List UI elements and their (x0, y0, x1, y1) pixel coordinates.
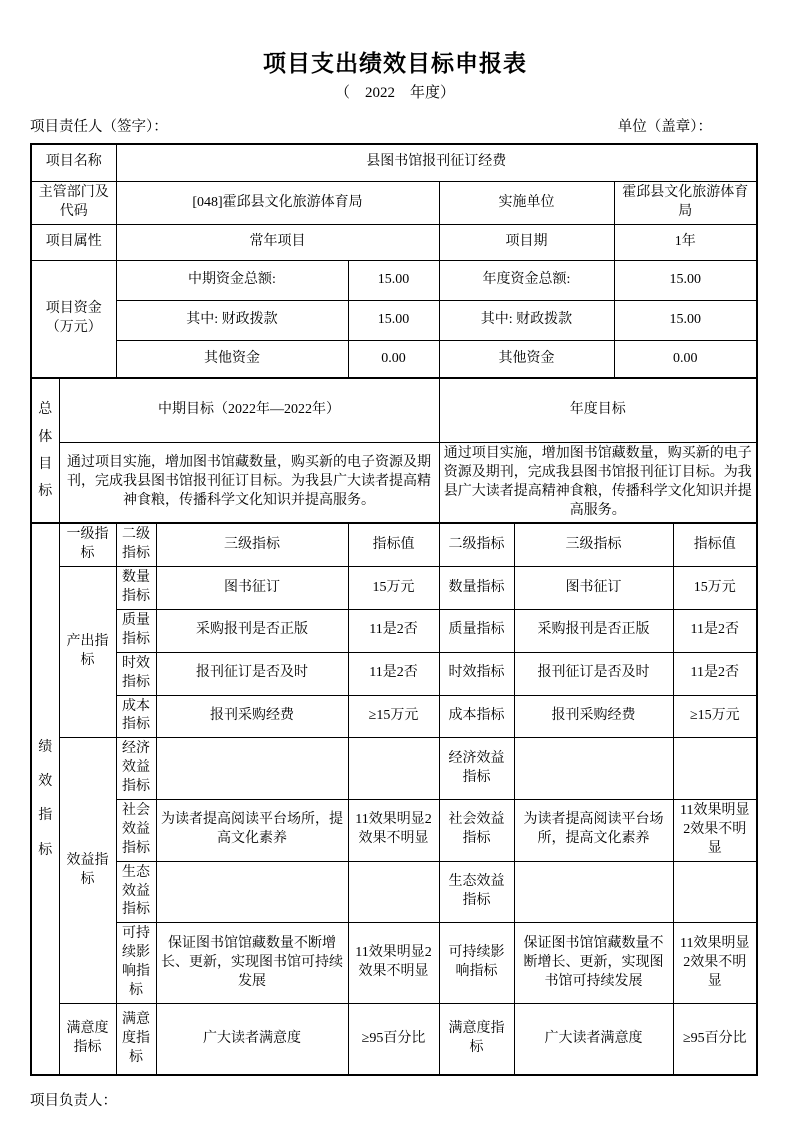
level2-cell: 质量指标 (116, 610, 156, 653)
value-right-cell: 11效果明显2效果不明显 (673, 800, 757, 862)
value-cell: ≥15万元 (348, 695, 439, 738)
goal-body-row (31, 442, 757, 523)
goal-section-label-cell: 总体目标 (31, 378, 59, 523)
value-right-cell: 11是2否 (673, 652, 757, 695)
level3-right-cell: 保证图书馆馆藏数量不断增长、更新，实现图书馆可持续发展 (514, 923, 673, 1004)
value-right-cell (673, 861, 757, 923)
level3-cell (156, 861, 348, 923)
indicator-row-satisfaction (31, 1003, 757, 1075)
value-cell (348, 738, 439, 800)
indicator-header-row (31, 523, 757, 566)
indicator-row-cost (31, 695, 757, 738)
level2-right-cell: 质量指标 (439, 610, 514, 653)
level3-cell: 为读者提高阅读平台场所，提高文化素养 (156, 800, 348, 862)
header-value-right-cell: 指标值 (673, 523, 757, 566)
level2-right-cell: 成本指标 (439, 695, 514, 738)
goal-year-text-cell: 通过项目实施，增加图书馆藏数量，购买新的电子资源及期刊，完成我县图书馆报刊征订目标。为我县广大读者提高精神食粮，传播科学文化知识并提高服务。 (439, 442, 757, 523)
value-cell: 15万元 (348, 567, 439, 610)
value-right-cell: 11是2否 (673, 610, 757, 653)
indicator-row-quantity (31, 567, 757, 610)
value-cell: ≥95百分比 (348, 1003, 439, 1075)
level2-cell: 成本指标 (116, 695, 156, 738)
level2-right-cell: 社会效益指标 (439, 800, 514, 862)
level2-cell: 生态效益指标 (116, 861, 156, 923)
indicator-row-ecological (31, 861, 757, 923)
level3-cell (156, 738, 348, 800)
funding-mid-fiscal-label-cell: 其中: 财政拨款 (116, 300, 348, 340)
goal-header-row (31, 378, 757, 442)
level1-group-satisfaction-cell: 满意度指标 (59, 1003, 116, 1075)
impl-unit-value-cell: 霍邱县文化旅游体育局 (614, 182, 757, 225)
header-level2-cell: 二级指标 (116, 523, 156, 566)
level3-right-cell: 报刊采购经费 (514, 695, 673, 738)
level3-cell: 报刊征订是否及时 (156, 652, 348, 695)
level2-cell: 满意度指标 (116, 1003, 156, 1075)
attribute-row (31, 224, 757, 260)
period-value-cell: 1年 (614, 224, 757, 260)
value-right-cell: 15万元 (673, 567, 757, 610)
level2-right-cell: 满意度指标 (439, 1003, 514, 1075)
level3-right-cell: 图书征订 (514, 567, 673, 610)
funding-year-other-label-cell: 其他资金 (439, 340, 614, 378)
level3-right-cell (514, 738, 673, 800)
level3-cell: 图书征订 (156, 567, 348, 610)
level3-cell: 保证图书馆馆藏数量不断增长、更新，实现图书馆可持续发展 (156, 923, 348, 1004)
indicator-row-quality (31, 610, 757, 653)
funding-row-fiscal (31, 300, 757, 340)
value-cell: 11是2否 (348, 652, 439, 695)
funding-year-total-label-cell: 年度资金总额: (439, 260, 614, 300)
indicator-row-sustainability (31, 923, 757, 1004)
signature-row (30, 115, 760, 136)
attr-label-cell: 项目属性 (31, 224, 116, 260)
value-right-cell: ≥95百分比 (673, 1003, 757, 1075)
level1-group-output-cell: 产出指标 (59, 567, 116, 738)
header-level1-cell: 一级指标 (59, 523, 116, 566)
impl-unit-label-cell: 实施单位 (439, 182, 614, 225)
level2-cell: 数量指标 (116, 567, 156, 610)
header-level3-right-cell: 三级指标 (514, 523, 673, 566)
level2-cell: 社会效益指标 (116, 800, 156, 862)
project-name-row (31, 144, 757, 182)
signer-label: 项目责任人（签字）： (30, 118, 168, 135)
department-row (31, 182, 757, 225)
level3-cell: 广大读者满意度 (156, 1003, 348, 1075)
page-title: 项目支出绩效目标申报表 (263, 50, 527, 76)
year-subtitle: （ 2022 年度） (334, 84, 455, 101)
level2-cell: 可持续影响指标 (116, 923, 156, 1004)
level3-right-cell: 报刊征订是否及时 (514, 652, 673, 695)
funding-row-other (31, 340, 757, 378)
value-cell: 11效果明显2效果不明显 (348, 800, 439, 862)
level3-right-cell: 为读者提高阅读平台场所，提高文化素养 (514, 800, 673, 862)
level3-right-cell (514, 861, 673, 923)
value-cell: 11是2否 (348, 610, 439, 653)
level2-right-cell: 经济效益指标 (439, 738, 514, 800)
indicator-row-economic (31, 738, 757, 800)
value-cell (348, 861, 439, 923)
goal-mid-text-cell: 通过项目实施，增加图书馆藏数量，购买新的电子资源及期刊，完成我县图书馆报刊征订目标。为我县广大读者提高精神食粮，传播科学文化知识并提高服务。 (59, 442, 439, 523)
level3-right-cell: 采购报刊是否正版 (514, 610, 673, 653)
value-right-cell (673, 738, 757, 800)
footer-responsible-label: 项目负责人： (30, 1093, 117, 1110)
level2-right-cell: 时效指标 (439, 652, 514, 695)
level2-right-cell: 生态效益指标 (439, 861, 514, 923)
project-name-value-cell: 县图书馆报刊征订经费 (116, 144, 757, 182)
header-level2-right-cell: 二级指标 (439, 523, 514, 566)
indicators-section-label-cell: 绩效指标 (31, 523, 59, 1075)
funding-mid-fiscal-value-cell: 15.00 (348, 300, 439, 340)
funding-mid-total-label-cell: 中期资金总额: (116, 260, 348, 300)
goal-year-header-cell: 年度目标 (439, 378, 757, 442)
funding-section-label-cell: 项目资金（万元） (31, 260, 116, 378)
funding-year-total-value-cell: 15.00 (614, 260, 757, 300)
level2-cell: 时效指标 (116, 652, 156, 695)
indicator-row-social (31, 800, 757, 862)
value-right-cell: 11效果明显2效果不明显 (673, 923, 757, 1004)
funding-year-fiscal-value-cell: 15.00 (614, 300, 757, 340)
indicator-row-timeliness (31, 652, 757, 695)
period-label-cell: 项目期 (439, 224, 614, 260)
level3-cell: 采购报刊是否正版 (156, 610, 348, 653)
funding-mid-other-value-cell: 0.00 (348, 340, 439, 378)
value-cell: 11效果明显2效果不明显 (348, 923, 439, 1004)
funding-year-fiscal-label-cell: 其中: 财政拨款 (439, 300, 614, 340)
value-right-cell: ≥15万元 (673, 695, 757, 738)
dept-code-label-cell: 主管部门及代码 (31, 182, 116, 225)
funding-row-total (31, 260, 757, 300)
level3-right-cell: 广大读者满意度 (514, 1003, 673, 1075)
attr-value-cell: 常年项目 (116, 224, 439, 260)
header-value-cell: 指标值 (348, 523, 439, 566)
funding-mid-other-label-cell: 其他资金 (116, 340, 348, 378)
level2-right-cell: 数量指标 (439, 567, 514, 610)
level1-group-benefit-cell: 效益指标 (59, 738, 116, 1004)
funding-mid-total-value-cell: 15.00 (348, 260, 439, 300)
unit-seal-label: 单位（盖章）： (617, 118, 712, 135)
funding-year-other-value-cell: 0.00 (614, 340, 757, 378)
level3-cell: 报刊采购经费 (156, 695, 348, 738)
declaration-table (30, 143, 758, 1077)
level2-right-cell: 可持续影响指标 (439, 923, 514, 1004)
header-level3-cell: 三级指标 (156, 523, 348, 566)
project-name-label-cell: 项目名称 (31, 144, 116, 182)
goal-mid-header-cell: 中期目标（2022年—2022年） (59, 378, 439, 442)
level2-cell: 经济效益指标 (116, 738, 156, 800)
dept-code-value-cell: [048]霍邱县文化旅游体育局 (116, 182, 439, 225)
